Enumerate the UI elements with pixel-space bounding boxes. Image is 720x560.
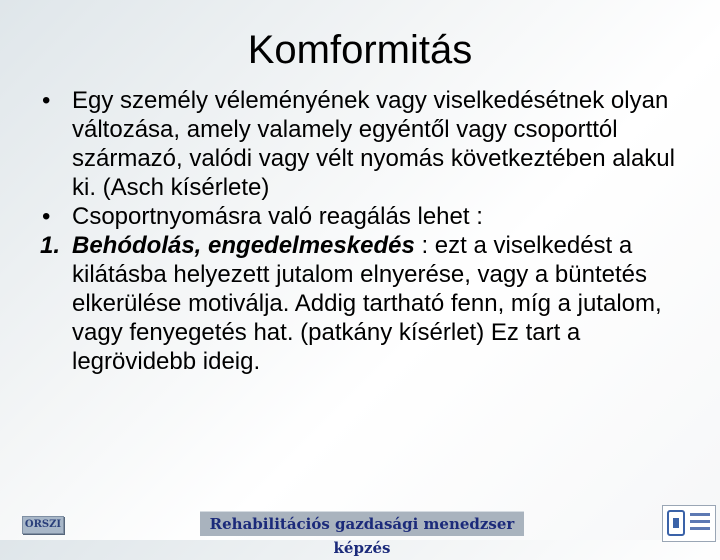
orszi-logo	[22, 516, 64, 534]
bullet-marker: •	[42, 203, 51, 230]
slide-title: Komformitás	[247, 28, 473, 72]
orszi-logo-text: ORSZI	[24, 519, 62, 530]
bullet-text: Csoportnyomásra való reagálás lehet :	[72, 203, 483, 230]
bullet-item	[40, 202, 700, 231]
term-text: Behódolás, engedelmeskedés	[72, 232, 415, 259]
bullet-marker: •	[42, 87, 51, 114]
numbered-text: : ezt a viselkedést a kilátásba helyezett jutalom elnyerése, vagy a büntetés elkerülése motiválja. Addig tartható fenn, míg a jutalom, vagy fenyegetés hat. (patkány kísérlet) Ez tart a legrövidebb ideig.	[72, 232, 662, 375]
footer-banner	[200, 511, 524, 557]
logo-lines	[690, 513, 710, 534]
institution-logo-icon	[662, 505, 716, 542]
numbered-item	[40, 231, 700, 376]
footer-title: Rehabilitációs gazdasági menedzser képzés	[209, 515, 515, 557]
bullet-item	[40, 86, 700, 202]
slide-body	[40, 86, 700, 376]
logo-mark	[667, 510, 685, 536]
bullet-text: Egy személy véleményének vagy viselkedésétnek olyan változása, amely valamely egyéntől vagy csoporttól származó, valódi vagy vélt nyomás következtében alakul ki. (Asch kísérlete)	[72, 87, 675, 201]
number-marker: 1.	[40, 232, 61, 259]
